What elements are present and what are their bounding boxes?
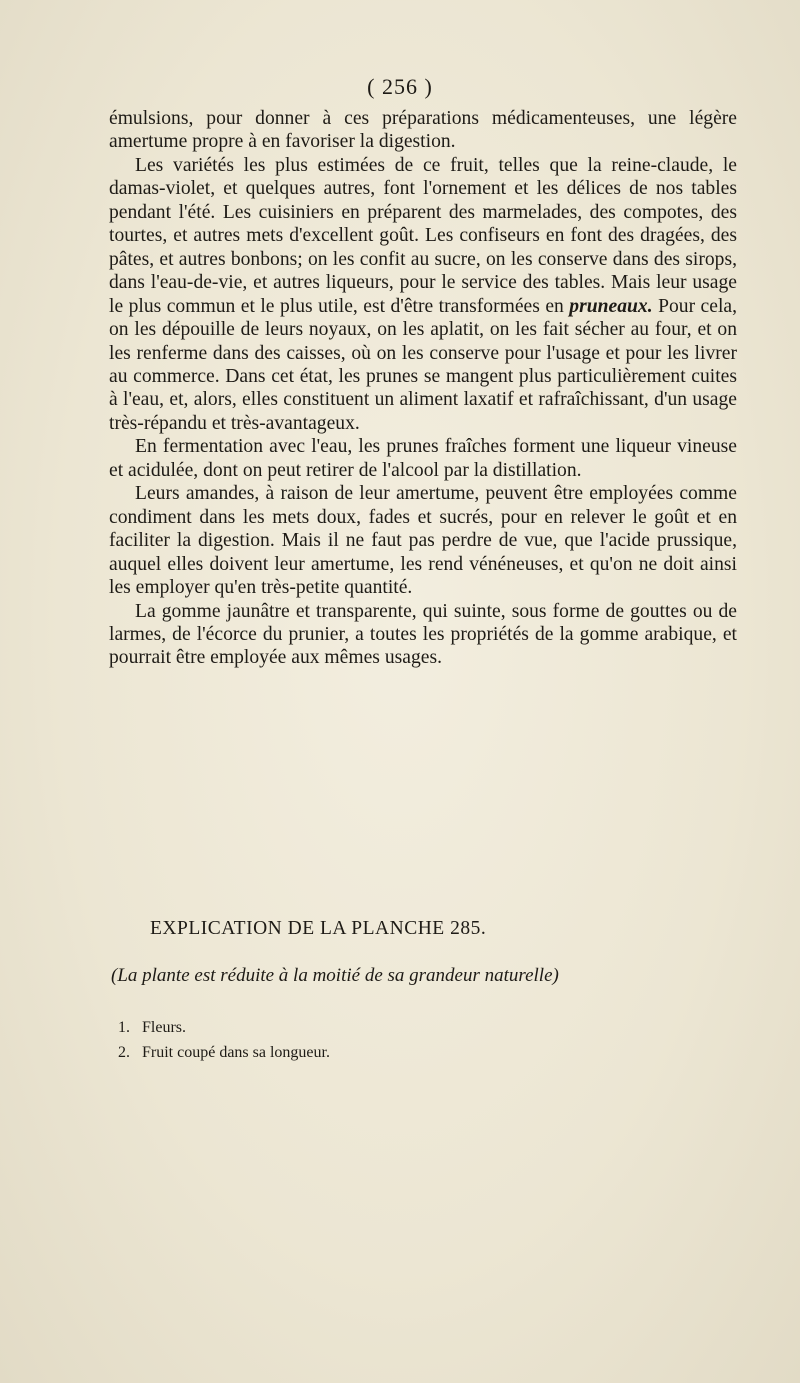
body-text [109, 107, 737, 670]
emphasis-word: pruneaux. [569, 295, 653, 317]
plate-heading: EXPLICATION DE LA PLANCHE 285. [150, 918, 487, 939]
paragraph: émulsions, pour donner à ces préparations médicamenteuses, une légère amertume propre à en favoriser la digestion. [109, 108, 737, 153]
paragraph [109, 154, 737, 435]
plate-legend [118, 1015, 678, 1065]
paragraph: Leurs amandes, à raison de leur amertume, peuvent être employées comme condiment dans les mets doux, fades et sucrés, pour en relever le goût et en faciliter la digestion. Mais il ne faut pas perdre de vue, que l'acide prussique, auquel elles doivent leur amertume, les rend vénéneuses, et qu'on ne doit ainsi les employer qu'en très-petite quantité. [109, 483, 737, 599]
legend-item [118, 1040, 678, 1065]
legend-number: 1. [118, 1019, 130, 1036]
paragraph-text: Pour cela, on les dépouille de leurs noyaux, on les aplatit, on les fait sécher au four, et on les renferme dans des caisses, où on les conserve pour l'usage et pour les livrer au commerce. Dans cet état, les prunes se mangent plus particulièrement cuites à l'eau, et, alors, elles constituent un aliment laxatif et rafraîchissant, d'un usage très-répandu et très-avantageux. [109, 295, 737, 434]
paragraph: La gomme jaunâtre et transparente, qui suinte, sous forme de gouttes ou de larmes, de l'écorce du prunier, a toutes les propriétés de la gomme arabique, et pourrait être employée aux mêmes usages. [109, 600, 737, 669]
legend-text: Fruit coupé dans sa longueur. [142, 1044, 330, 1061]
paragraph-text: Les variétés les plus estimées de ce fruit, telles que la reine-claude, le damas-violet, et quelques autres, font l'ornement et les délices de nos tables pendant l'été. Les cuisiniers en préparent des marmelades, des compotes, des tourtes, et autres mets d'excellent goût. Les confiseurs en font des dragées, des pâtes, et autres bonbons; on les confit au sucre, on les conserve dans des sirops, dans l'eau-de-vie, et autres liqueurs, pour le service des tables. Mais leur usage le plus commun et le plus utile, est d'être transformées en [109, 154, 737, 317]
paragraph: En fermentation avec l'eau, les prunes fraîches forment une liqueur vineuse et acidulée, dont on peut retirer de l'alcool par la distillation. [109, 436, 737, 481]
legend-text: Fleurs. [142, 1019, 186, 1036]
page-number: ( 256 ) [367, 74, 433, 99]
legend-number: 2. [118, 1044, 130, 1061]
plate-subheading: (La plante est réduite à la moitié de sa grandeur naturelle) [111, 965, 559, 986]
legend-item [118, 1015, 678, 1040]
